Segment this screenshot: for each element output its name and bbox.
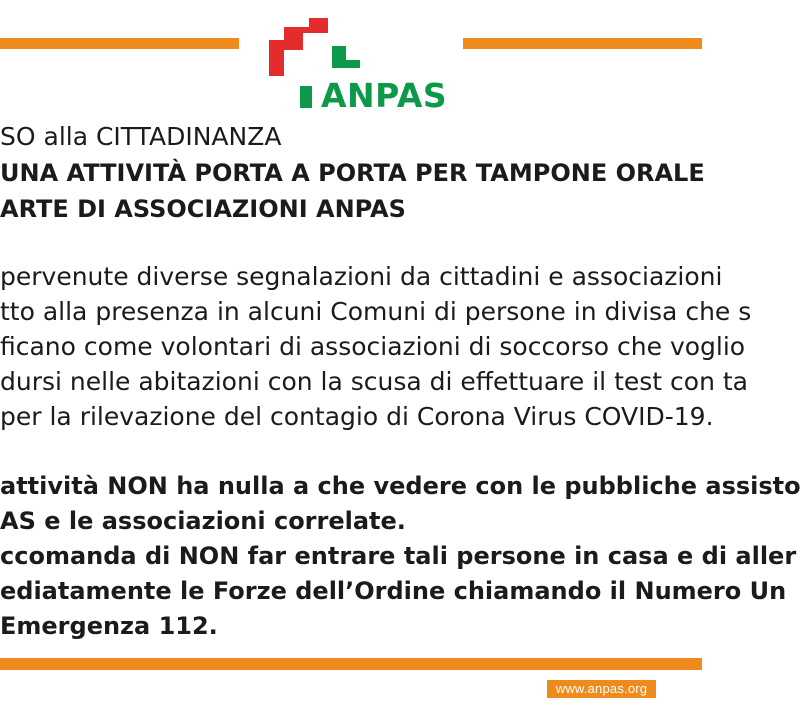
top-right-orange-bar [463, 38, 702, 49]
warning-line-2: AS e le associazioni correlate. [0, 507, 406, 535]
body-line-1: pervenute diverse segnalazioni da cittadini e associazioni [0, 262, 723, 291]
warning-line-4: ediatamente le Forze dell’Ordine chiamando il Numero Un [0, 577, 787, 605]
body-line-5: per la rilevazione del contagio di Corona Virus COVID-19. [0, 402, 714, 431]
notice-title-line-3: ARTE DI ASSOCIAZIONI ANPAS [0, 195, 406, 223]
anpas-logo-text: ANPAS [321, 76, 448, 115]
warning-line-1: attività NON ha nulla a che vedere con le pubbliche assisto [0, 472, 801, 500]
anpas-logo [266, 18, 448, 113]
warning-line-5: Emergenza 112. [0, 612, 218, 640]
body-line-2: tto alla presenza in alcuni Comuni di persone in divisa che s [0, 297, 752, 326]
notice-title-line-1: SO alla CITTADINANZA [0, 122, 282, 151]
notice-text-block [0, 121, 801, 651]
bottom-orange-bar [0, 658, 702, 670]
top-left-orange-bar [0, 38, 239, 49]
body-line-3: ficano come volontari di associazioni di soccorso che voglio [0, 332, 746, 361]
warning-line-3: ccomanda di NON far entrare tali persone in casa e di aller [0, 542, 797, 570]
notice-title-line-2: UNA ATTIVITÀ PORTA A PORTA PER TAMPONE ORALE [0, 159, 705, 187]
body-line-4: dursi nelle abitazioni con la scusa di effettuare il test con ta [0, 367, 748, 396]
footer-website-link[interactable]: www.anpas.org [547, 680, 656, 698]
